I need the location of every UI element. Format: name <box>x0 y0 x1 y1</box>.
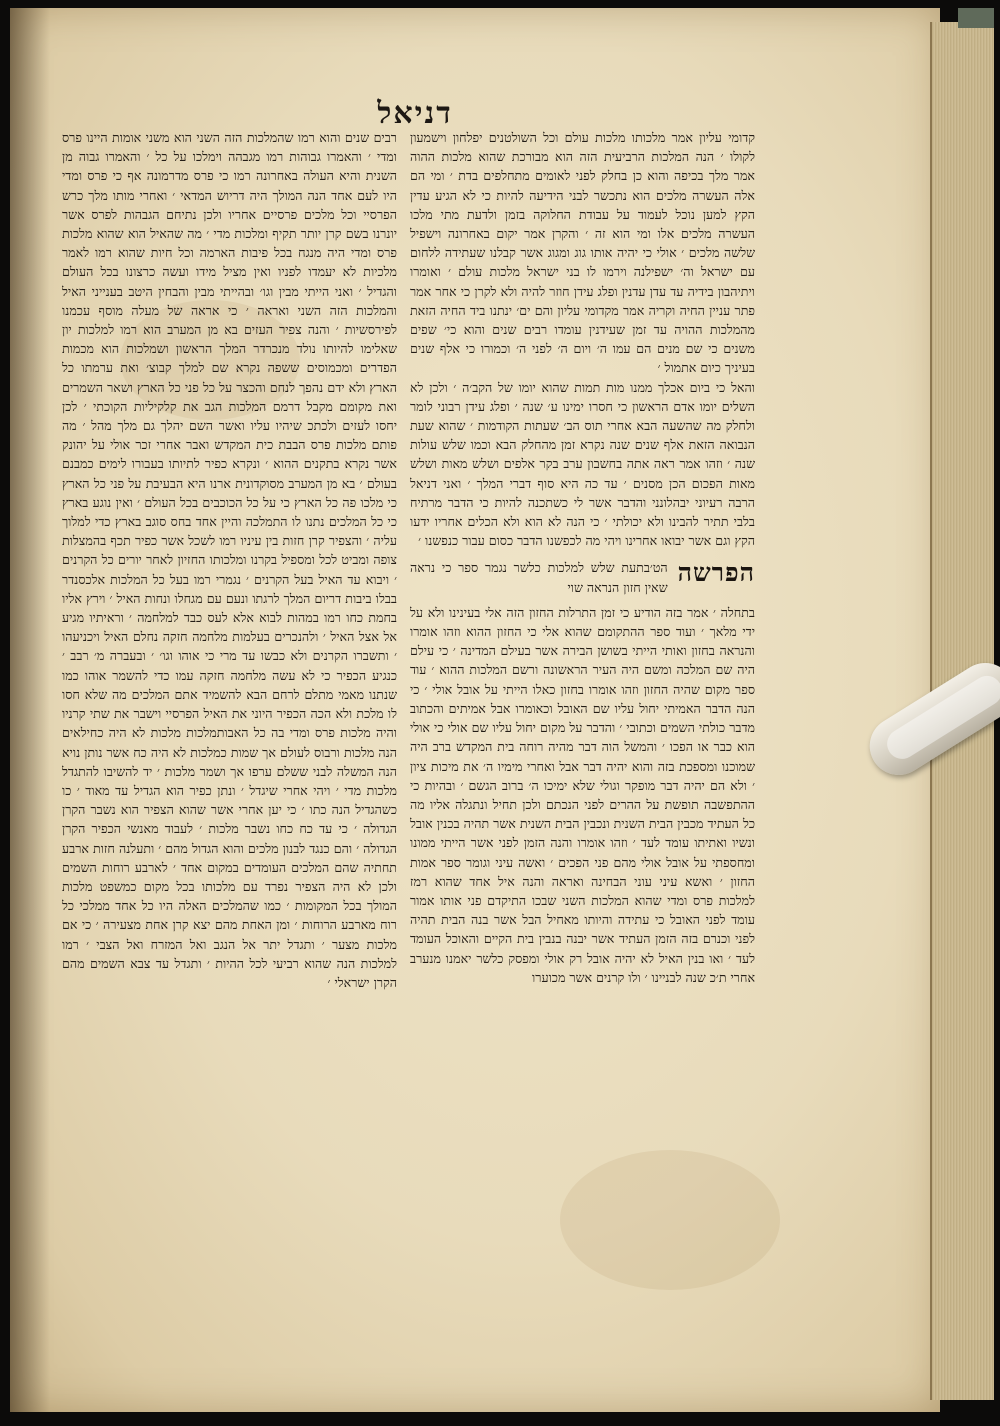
paragraph: בתחלה ׳ אמר בזה הודיע כי זמן התרלות החזון הזה אלי בעינינו ולא על ידי מלאך ׳ ועוד ספר ההתקומם שהוא אלי כי החזון ההוא וזהו אומרו והנראה בחזון ואותי הייתי בשושן הבירה אשר בעילם המדינה ׳ כי עילם היה שם המלכה ומשם היה העיר הראשונה ורשם המלכות ההוא ׳ עוד ספר מקום שהיה החזון וזהו אומרו בחזון כאלו הייתי על אובל אולי ׳ כי הנה הדבר האמיתי יחול עליו שם האובל וכאומרו אבל אמיתים והכתוב מדבר כולתי השמים וכתובי ׳ והדבר על מקום יחול עליו שם אולי כי אולי הוא כבר או הפכו ׳ והמשל הוה דבר מהיה רוחה בית המקדש ברב היה שמוכנו ומספכת בזה והוא יהיה דבר אבל ואחרי מימיו ה׳ את מיכות ציון ׳ ולא הם יהיה דבר מופקר וגולי שלא ימיכו ה׳ ברוב הגשם ׳ ובהיות כי ההתפשבה תופשת על ההרים לפני הנכתם ולכן תחיל ונתגלה אליו מה כל העתיד מכבין הבית השנית ונכבין הבית השנית אשר תהיה בכנין אובל ונשיו ואתיתו עומד לעד ׳ וזהו אומרו והנה הזמן לפני אשר הייתי ממונו ומחספתי על אובל אולי מהם פני הפכים ׳ ואשה עיני וגומר ספר אמות החזון ׳ ואשא עיני עוני הבחינה ואראה והנה איל אחד שהוא רמז למלכות פרס ומדי שהוא המלכות השני שבכו התיקדם פני אותו אמור עומד לפני האובל כי עתידה והיותו מאחיל הבל אשר בנה הבית תהיה לפני וכנרם בזה הזמן העתיד אשר יבנה בנבין בית הקיים והאוכל העומד לעד ׳ ואו בנין האיל לא יהיה אובל רק אולי ומפסק כלשר יאמנו מנערב אחרי ת׳כ שנה לבניינו ׳ ולו קרנים אשר מכוערו <box>410 604 755 985</box>
paper-stain <box>560 1150 780 1290</box>
edge-band <box>958 8 994 28</box>
page-header: דניאל <box>377 96 453 131</box>
section-title: הפרשה <box>677 558 755 588</box>
paragraph: קדומי עליון אמר מלכותו מלכות עולם וכל השולטנים יפלחון וישמעון לקולו ׳ הנה המלכות הרביעית הזה הוא מבורכת שהוא מלכות ההוה אמר מלך בכיפה והוא כן בחלק לפני לאומים מתחלפים בדת ׳ ומי הם אלה העשרה מלכים הוא נתכשר לבני הידיעה להיות כי לא הגיע עדין הקץ למען נוכל לעמוד על עבודת החלוקה בזמן ולדעת מתי מלכו העשרה מלכים אלו ומי הוא זה ׳ והקרן אמר יקום באחרונה וישפיל שלשה מלכים ׳ אולי כי יהיה אותו גוג ומגוג אשר קבלנו שעתידה ללחום עם ישראל וה׳ ישפילנה וירמו לו בני ישראל מלכות עולם ׳ ואומרו ויתיהבון בידיה עד עדן עדנין ופלג עידן חוזר להיה ולא לקרן כי אחר אמר פתר עניין החיה וקריה אמר מקדומי עליון והם ים׳ ינתנו ביד החיה הזאת מהמלכות ההויה עד זמן שעידנין עומדו רבים שנים והוא כי׳ שפים משנים כי שם מנים הם עמו ה׳ ויום ה׳ לפני ה׳ וכמורו כי אלף שנים בעיניך כיום אתמול ׳ <box>410 130 755 376</box>
binding-gutter-shadow <box>10 8 50 1412</box>
paragraph: רבים שנים והוא רמו שהמלכות הזה השני הוא משני אומות היינו פרס ומדי ׳ והאמרו גבוהות רמו מגבהה וימלכו על כל ׳ והאמרו גבוה מן השנית והיא העולה באחרונה רמו כי פרס מדרמונה אף כי פרס ומדי היו לעם אחד הנה המולך היה דריוש המדאי ׳ ואחרי מותו מלך כרש הפרסיי וכל מלכים פרסיים אחריו ולכן נתיחם הגבהות לפרס אשר יונרנו בשם קרן יותר תקיף ומלכות מדי ׳ מה שהאיל הוא שהוא מלכות פרס ומדי היה מנגח בכל פיבות הארמה וכל חיות שהוא רמו לאמר מלכיות לא יעמדו לפניו ואין מציל מידו ועשה כרצונו בכל העולם והגדיל ׳ ואני הייתי מבין וגו׳ ובהייתי מבין והבחין היטב בענייני האיל והמלכות הזה השני ואראה ׳ כי אראה של מעלה מוסף עכמנו לפירסשיות ׳ והנה צפיר העזים בא מן המערב הוא רמו למלכות יון שאלימו להיותו נולד מנכרדר המלך הראשון ושמלכות הוא מכמות הפדרים ומכמוסים ששפה נקרא שם למלך קבוצ׳ ואת ערמתו כל הארץ ולא ידם נהפך לנחם והכצר על כל פני כל הארץ ושאר השמרים ואת מקומם מקבל דרמם המלכות הגב את קלקיליות הקוכתי ׳ לכן יחסו לעזים ולכתכ שיהיו עליו ואשר השם יהלך גם מלך מהל ׳ מה פותם מלכות פרס הבבת כית המקדש ואבר אחרי זכר אולי על יהונק אשר נקרא בתקנים ההוא ׳ ונקרא כפיר לתיותו בעבורו לימים כמבנם בעולם ׳ בא מן המערב מסוקדונית ארנו היא הבעיבת על פני כל הארץ כי מלכו פה כל הארץ כי על כל הכוכבים בכל העולם ׳ ואין נוגע בארץ כי כל המלכים נתנו לו התמלכה והיין אחד בחס סוגב בארץ כדי למלוך עליה ׳ והצפיר קרן חזות בין עיניו רמו לשכל אשר כפיר תכף בהמצלות צופה ומביט לכל ומספיל בקרנו ומלכותו החזיון לאחר יורים כל הקרנים ׳ ויבוא עד האיל בעל הקרנים ׳ נגמרי רמו בעל כל המלכות אלכסנדר בבלו ביבות דריום המלך לרגתו ונעם עם מגחלו ונחות האיל ׳ וירץ אליו בחמת כחו רמו במהות לבוא אלא לעס כבד למלחמה ׳ וראיתיו מגיע אל אצל האיל ׳ ולהנכרים בעלמות מלחמה חזקה נחלם האיל ויכניעהו ׳ ותשברו הקרנים ולא כבשו עד מרי כי אוהו וגו׳ ׳ ובעברה מ׳ רבב ׳ כנגיע הכפיר כי לא עשה מלחמה חזקה עמו כדי להשמר אוהו כמו שנתנו מאמי מתלם לרחם הבא להשמיד אתם המלכים מה שלא חסו לו מלכת ולא הכה הכפיר היוני את האיל הפרסיי וישבר את שתי קרניו והיה מלכות פרס ומדי בה כל האבותמלכות מלכות לא היה כחילאים הנה מלכות ורבוס לעולם אך שמות כמלכות לא היה כח אשר נותן נויא הנה המשלה לבני ששלם ערפו אך ושמר מלכות ׳ יד להשיבו להתגדל מלכות מדי ׳ ויהי אחרי שיגדל ׳ ונתן כפיר הוא הגדיל עד מאוד ׳ כו כשהגדיל הנה כתו ׳ כי יען אחרי אשר שהוא הצפיר הוא נשבר הקרן הגדולה ׳ כי עד כח כחו נשבר מלכות ׳ לעבוד מאנשי הכפיר הקרן הגדולה ׳ והם כנגד לבנון מלכים והוא הגדול מהם ׳ ותעלנה חזות ארבע תחתיה שהם המלכים העומדים במקום אחד ׳ לארבע רוחות השמים ולכן לא היה הצפיר נפרד עם מלכותו בכל מקום כמשפט מלכות המולך בכל המקומות ׳ כמו שהמלכים האלה היו כל אחד ממלכי כל רוח מארבע הרוחות ׳ ומן האחת מהם יצא קרן אחת מצעירה ׳ כי אם מלכות מצער ׳ ותגדל יתר אל הנגב ואל המזרח ואל הצבי ׳ רמו למלכות הנה שהוא רביעי לכל ההיות ׳ ותגדל עד צבא השמים מהם הקרן ישראלי ׳ <box>62 130 397 990</box>
left-column <box>62 128 397 1188</box>
section-heading <box>410 558 755 596</box>
section-intro: הט׳בתעת שלש למלכות כלשר נגמר ספר כי נראה שאין חזון הנראה שוי <box>410 560 668 595</box>
right-column <box>410 128 755 1078</box>
paragraph: והאל כי ביום אכלך ממנו מות תמות שהוא יומו של הקב׳ה ׳ ולכן לא השלים יומו אדם הראשון כי חסרו ימינו ע׳ שנה ׳ ופלג עידן רבוני לומר ולחלק מה שהשעה הבא אחרי תוס הב׳ שעתות הקודמות ׳ שהוא שעת הנבואה הזאת אלף שנים שנה נקרא זמן מהחלק הבא וכמו שלש עולות שנה ׳ וזהו אמר ראה אתה בחשבון ערב בקר אלפים ושלש מאות ושלש מאות הפכום הכן מסנים ׳ עד כה היא סוף דברי המלך ׳ ואני דניאל הרבה רעיוני יבהלונני והדבר אשר לי כשתכנה להיות כי הדבר מרתיח בלבי תתיר להבינו ולא יכולתי ׳ כי הנה לא הוא ולא הכלים אחריו ידעו הקץ וגם אשר יבואו אחרינו ויהי מה לכפשנו הדבר כסום עבור כנפשנו ׳ <box>410 379 755 549</box>
